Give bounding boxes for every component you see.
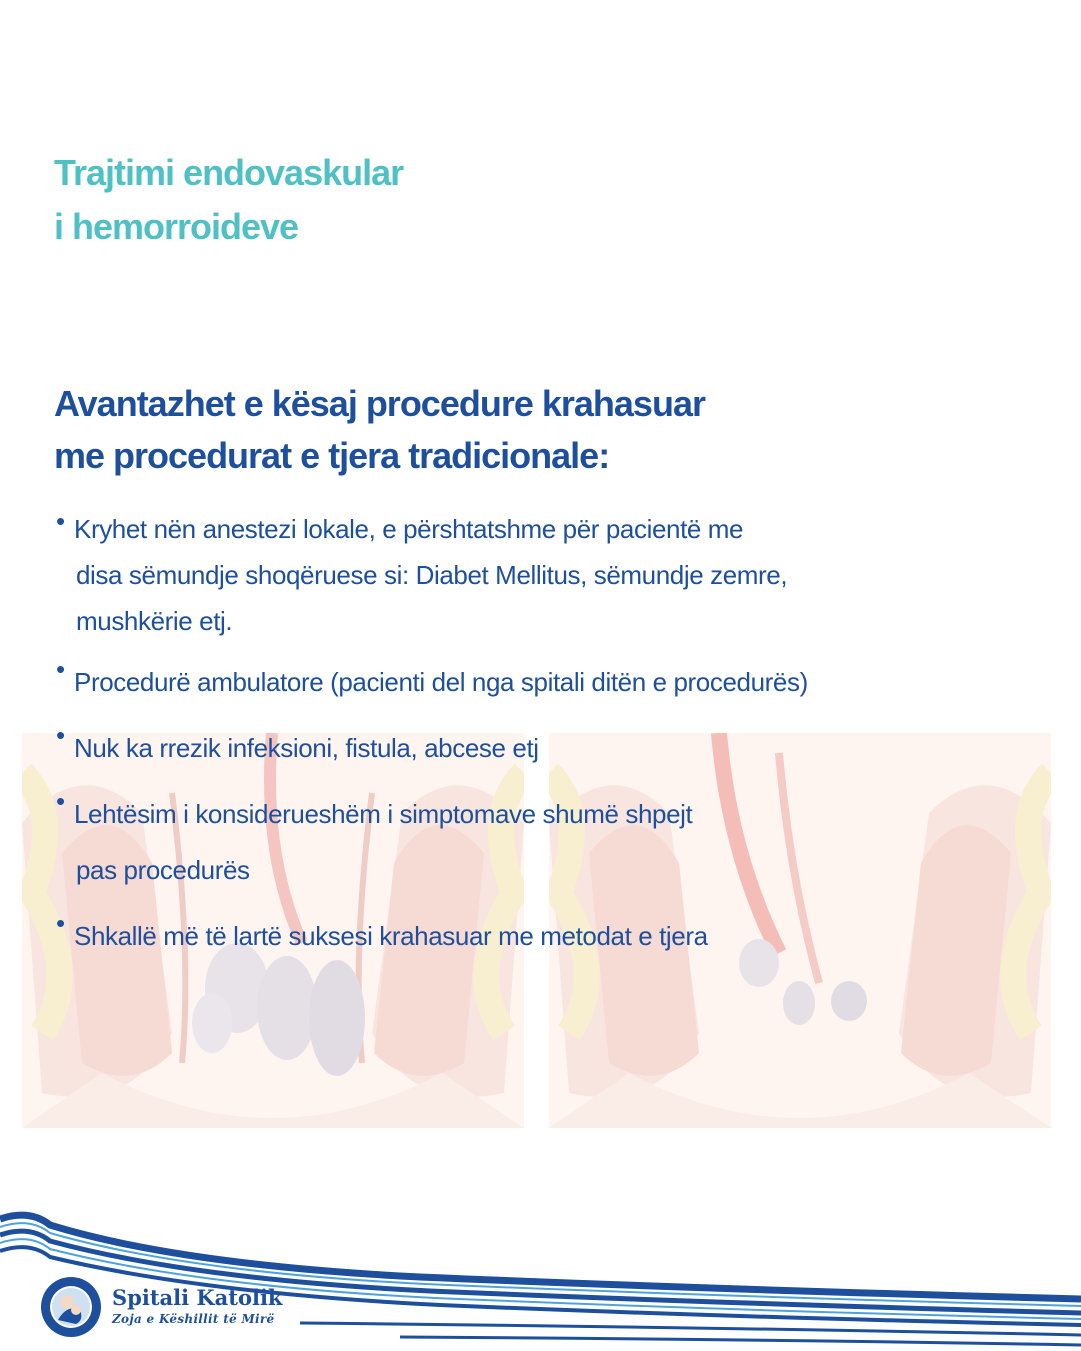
bullet-dot: • bbox=[56, 654, 65, 684]
brand-name: Spitali Katolik bbox=[112, 1285, 283, 1310]
list-item-line: pas procedurës bbox=[76, 855, 250, 885]
list-item-line: Shkallë më të lartë suksesi krahasuar me metodat e tjera bbox=[74, 921, 708, 951]
list-item bbox=[54, 786, 1064, 898]
bullet-dot: • bbox=[56, 506, 65, 536]
brand-block bbox=[112, 1286, 282, 1328]
advantages-list bbox=[54, 506, 1064, 964]
title-line-1: Trajtimi endovaskular bbox=[54, 152, 404, 193]
heading-line-1: Avantazhet e kësaj procedure krahasuar bbox=[54, 383, 705, 424]
list-item bbox=[54, 506, 1064, 644]
bullet-dot: • bbox=[56, 908, 65, 938]
list-item-line: Lehtësim i konsiderueshëm i simptomave shumë shpejt bbox=[74, 799, 693, 829]
list-item bbox=[54, 908, 1064, 964]
list-item-line: Nuk ka rrezik infeksioni, fistula, abcese etj bbox=[74, 733, 539, 763]
brand-tagline: Zoja e Këshillit të Mirë bbox=[112, 1312, 275, 1326]
section-heading bbox=[54, 378, 705, 482]
bullet-dot: • bbox=[56, 786, 65, 816]
list-item-line: disa sëmundje shoqëruese si: Diabet Mellitus, sëmundje zemre, bbox=[76, 560, 788, 590]
list-item bbox=[54, 654, 1064, 710]
list-item-line: Procedurë ambulatore (pacienti del nga spitali ditën e procedurës) bbox=[74, 667, 808, 697]
page-title bbox=[54, 146, 403, 254]
hospital-logo-icon bbox=[40, 1276, 102, 1338]
list-item bbox=[54, 720, 1064, 776]
heading-line-2: me procedurat e tjera tradicionale: bbox=[54, 435, 610, 476]
title-line-2: i hemorroideve bbox=[54, 206, 299, 247]
list-item-line: Kryhet nën anestezi lokale, e përshtatshme për pacientë me bbox=[74, 514, 744, 544]
list-item-line: mushkërie etj. bbox=[76, 606, 233, 636]
bullet-dot: • bbox=[56, 720, 65, 750]
